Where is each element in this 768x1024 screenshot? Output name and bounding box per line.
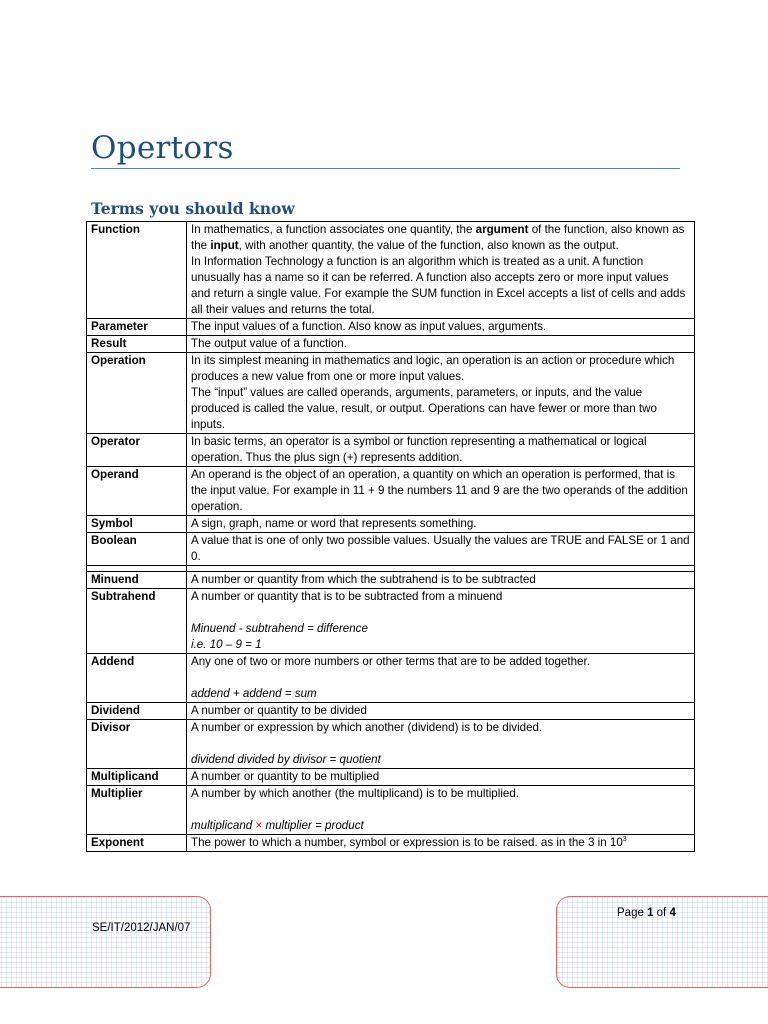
definition-cell: An operand is the object of an operation, a quantity on which an operation is performed, that is the input value. For example in 11 + 9 the numbers 11 and 9 are the two operands of the addition operation.	[187, 467, 695, 516]
term-cell: Minuend	[87, 572, 187, 589]
table-row	[87, 533, 695, 566]
definition-bold: argument	[475, 223, 529, 236]
definition-cell	[187, 222, 695, 319]
term-cell: Operator	[87, 434, 187, 467]
definition-text: of the function, also known as the	[191, 223, 685, 252]
term-cell: Subtrahend	[87, 589, 187, 654]
term-cell: Function	[87, 222, 187, 319]
term-cell: Operation	[87, 353, 187, 434]
table-row	[87, 769, 695, 786]
definition-text: The power to which a number, symbol or expression is to be raised. as in the 3 in 10	[191, 836, 623, 849]
table-row	[87, 336, 695, 353]
table-row	[87, 654, 695, 703]
term-cell: Operand	[87, 467, 187, 516]
table-row	[87, 786, 695, 835]
term-cell: Dividend	[87, 703, 187, 720]
definition-text: A number by which another (the multiplicand) is to be multiplied.	[191, 787, 520, 800]
terms-table	[86, 221, 695, 852]
definition-cell	[187, 589, 695, 654]
table-row	[87, 703, 695, 720]
table-row	[87, 434, 695, 467]
definition-cell: A number or quantity from which the subtrahend is to be subtracted	[187, 572, 695, 589]
definition-cell	[187, 835, 695, 852]
formula-text: Minuend - subtrahend = difference	[191, 622, 368, 635]
definition-cell: A value that is one of only two possible values. Usually the values are TRUE and FALSE or 1 and 0.	[187, 533, 695, 566]
definition-text: A number or quantity that is to be subtracted from a minuend	[191, 590, 503, 603]
table-row	[87, 572, 695, 589]
term-cell: Symbol	[87, 516, 187, 533]
definition-cell: A number or quantity to be multiplied	[187, 769, 695, 786]
term-cell: Parameter	[87, 319, 187, 336]
definition-text: Any one of two or more numbers or other terms that are to be added together.	[191, 655, 590, 668]
term-cell: Addend	[87, 654, 187, 703]
definition-text: In mathematics, a function associates one quantity, the	[191, 223, 476, 236]
definition-cell: The output value of a function.	[187, 336, 695, 353]
footer-left-box	[0, 896, 211, 988]
definition-cell	[187, 720, 695, 769]
table-row	[87, 516, 695, 533]
section-heading: Terms you should know	[91, 199, 295, 218]
term-cell: Multiplicand	[87, 769, 187, 786]
definition-cell: A sign, graph, name or word that represents something.	[187, 516, 695, 533]
example-text: i.e. 10 – 9 = 1	[191, 638, 262, 651]
term-cell: Boolean	[87, 533, 187, 566]
title-underline	[91, 168, 680, 169]
exponent-superscript: 3	[622, 836, 627, 844]
definition-bold: input	[210, 239, 239, 252]
definition-text: , with another quantity, the value of the function, also known as the output.	[238, 239, 619, 252]
definition-cell: In basic terms, an operator is a symbol or function representing a mathematical or logical operation. Thus the plus sign (+) represents addition.	[187, 434, 695, 467]
multiply-sign: ×	[255, 819, 263, 832]
definition-cell	[187, 654, 695, 703]
definition-cell	[187, 786, 695, 835]
term-cell: Result	[87, 336, 187, 353]
table-row	[87, 467, 695, 516]
definition-text: The “input” values are called operands, arguments, parameters, or inputs, and the value produced is called the value, result, or output. Operations can have fewer or more than two inputs.	[191, 386, 657, 431]
definition-cell: The input values of a function. Also know as input values, arguments.	[187, 319, 695, 336]
formula-text: addend + addend = sum	[191, 687, 317, 700]
term-cell: Divisor	[87, 720, 187, 769]
table-row	[87, 835, 695, 852]
definition-cell	[187, 353, 695, 434]
table-row	[87, 353, 695, 434]
term-cell: Multiplier	[87, 786, 187, 835]
definition-cell: A number or quantity to be divided	[187, 703, 695, 720]
table-row	[87, 589, 695, 654]
term-cell: Exponent	[87, 835, 187, 852]
document-title: Opertors	[91, 130, 234, 166]
definition-text: A number or expression by which another (dividend) is to be divided.	[191, 721, 543, 734]
definition-text: In its simplest meaning in mathematics and logic, an operation is an action or procedure which produces a new value from one or more input values.	[191, 354, 675, 383]
page-number: Page 1 of 4	[617, 907, 676, 919]
formula-text: dividend divided by divisor = quotient	[191, 753, 381, 766]
formula-text: multiplicand × multiplier = product	[191, 819, 364, 832]
table-row	[87, 222, 695, 319]
table-row	[87, 319, 695, 336]
table-row	[87, 720, 695, 769]
definition-text: In Information Technology a function is an algorithm which is treated as a unit. A function unusually has a name so it can be referred. A function also accepts zero or more input values and return a single value. For example the SUM function in Excel accepts a list of cells and adds all their values and returns the total.	[191, 255, 686, 316]
document-code: SE/IT/2012/JAN/07	[92, 922, 191, 934]
